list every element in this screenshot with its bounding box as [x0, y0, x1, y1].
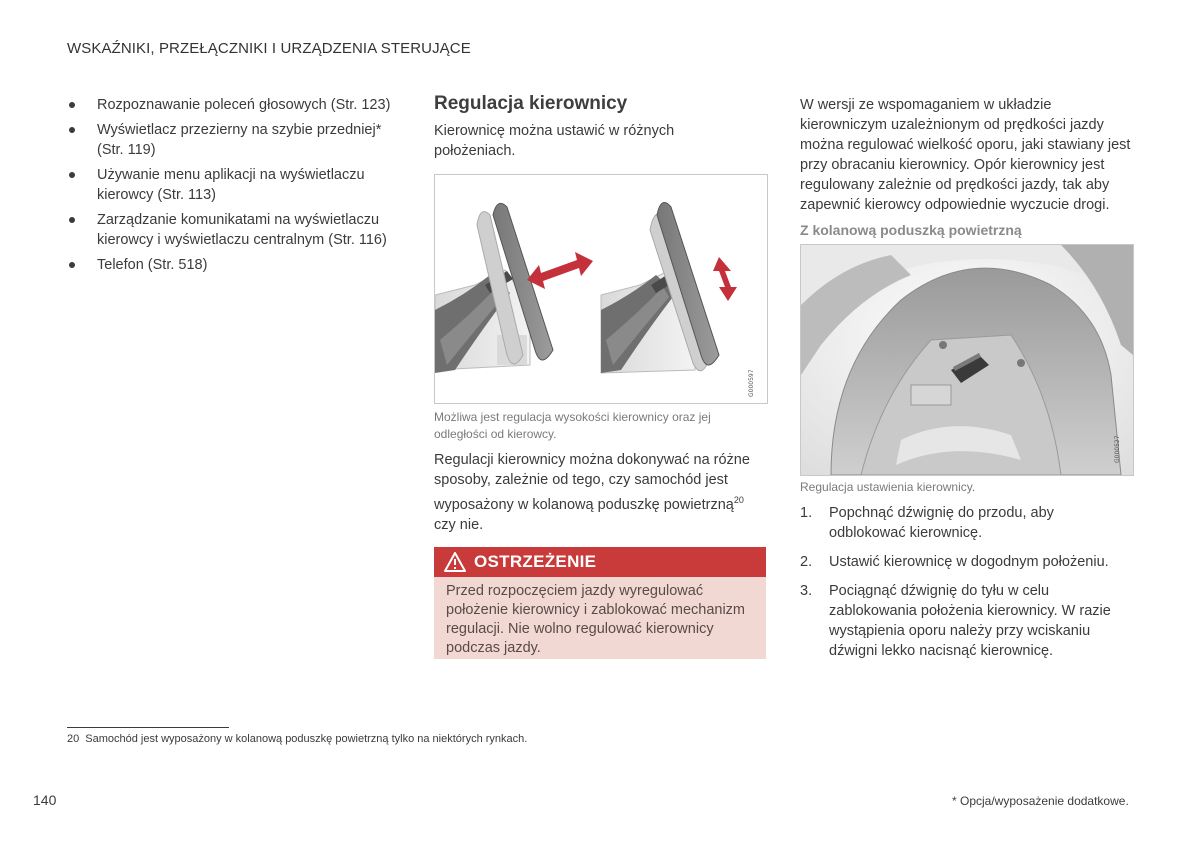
list-item-text: Rozpoznawanie poleceń głosowych (Str. 123): [97, 97, 391, 113]
body-paragraph: [434, 450, 764, 535]
list-item: [67, 165, 407, 205]
figure2-image-code: G000527: [1114, 435, 1121, 463]
list-item-text: Zarządzanie komunikatami na wyświetlaczu kierowcy i wyświetlaczu centralnym (Str. 116): [97, 212, 387, 248]
step-text: Popchnąć dźwignię do przodu, aby odblokować kierownicę.: [829, 505, 1054, 541]
footer-note: * Opcja/wyposażenie dodatkowe.: [952, 794, 1129, 808]
figure2-caption: Regulacja ustawienia kierownicy.: [800, 480, 976, 494]
intro-text: Kierownicę można ustawić w różnych położeniach.: [434, 123, 675, 159]
step-number: 1.: [800, 505, 813, 521]
list-item: [67, 120, 407, 160]
list-item-text: Telefon (Str. 518): [97, 257, 208, 273]
warning-text: Przed rozpoczęciem jazdy wyregulować położenie kierownicy i zablokować mechanizm regulacji. Nie wolno regulować kierownicy podczas jazdy.: [446, 583, 745, 656]
warning-header: [434, 547, 766, 577]
steering-lever-illustration: [801, 245, 1133, 475]
figure1-caption: Możliwa jest regulacja wysokości kierownicy oraz jej odległości od kierowcy.: [434, 410, 711, 441]
footnote-text: Samochód jest wyposażony w kolanową poduszkę powietrzną tylko na niektórych rynkach.: [85, 733, 528, 745]
list-item-text: Wyświetlacz przezierny na szybie przedniej* (Str. 119): [97, 122, 382, 158]
footnote-divider: [67, 727, 229, 728]
bullet-list: [67, 95, 407, 280]
wheel-left: [435, 175, 601, 403]
list-item-text: Używanie menu aplikacji na wyświetlaczu kierowcy (Str. 113): [97, 167, 365, 203]
page-header: WSKAŹNIKI, PRZEŁĄCZNIKI I URZĄDZENIA STERUJĄCE: [67, 40, 471, 57]
steering-adjust-figure: [434, 174, 768, 404]
footnote-ref[interactable]: 20: [733, 495, 744, 505]
body-text: Regulacji kierownicy można dokonywać na różne sposoby, zależnie od tego, czy samochód jest wyposażony w kolanową poduszkę powietrzną: [434, 452, 750, 513]
list-item: [67, 255, 407, 275]
power-steering-text: W wersji ze wspomaganiem w układzie kierowniczym uzależnionym od prędkości jazdy można regulować wielkość oporu, jaki stawiany jest przy obracaniu kierownicy. Opór kierownicy jest regulowany zależnie od prędkości jazdy, tak aby zapewnić kierowcy odpowiednie wyczucie drogi.: [800, 97, 1131, 213]
bullet-dot: [69, 217, 75, 223]
steps-list: [800, 503, 1132, 670]
step-number: 2.: [800, 554, 813, 570]
warning-triangle-icon: [444, 552, 466, 572]
bullet-dot: [69, 127, 75, 133]
footnote-number: 20: [67, 733, 80, 745]
step-text: Ustawić kierownicę w dogodnym położeniu.: [829, 554, 1109, 570]
list-item: [67, 210, 407, 250]
wheel-right: [601, 203, 737, 374]
subsection-title: Z kolanową poduszką powietrzną: [800, 222, 1022, 238]
bullet-dot: [69, 172, 75, 178]
steering-wheel-illustration: [435, 175, 767, 403]
list-item: [800, 552, 1132, 572]
warning-title: OSTRZEŻENIE: [474, 552, 597, 571]
section-title: Regulacja kierownicy: [434, 93, 628, 114]
list-item: [800, 503, 1132, 543]
warning-body: [434, 577, 766, 659]
step-text: Pociągnąć dźwignię do tyłu w celu zablokowania położenia kierownicy. W razie wystąpienia oporu należy przy wciskaniu dźwigni lekko nacisnąć kierownicę.: [829, 583, 1111, 659]
step-number: 3.: [800, 583, 813, 599]
list-item: [67, 95, 407, 115]
footnote: [67, 733, 527, 745]
body-text-end: czy nie.: [434, 516, 484, 533]
figure1-image-code: G000597: [748, 369, 755, 397]
bullet-dot: [69, 262, 75, 268]
list-item: [800, 581, 1132, 661]
knee-airbag-figure: [800, 244, 1134, 476]
page-number: 140: [33, 792, 57, 808]
bullet-dot: [69, 102, 75, 108]
